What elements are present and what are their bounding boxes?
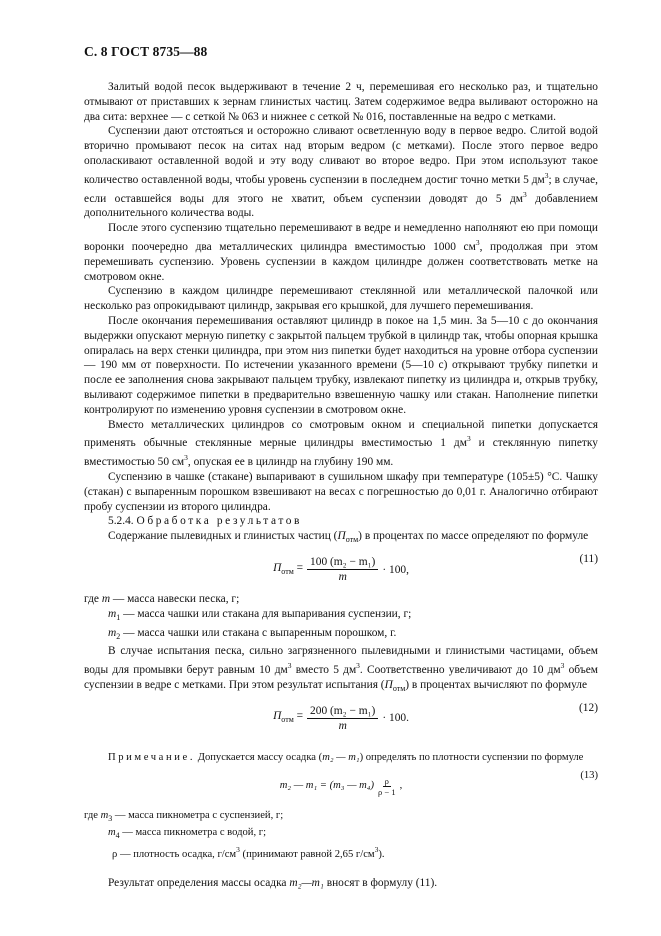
paragraph-8: Содержание пылевидных и глинистых частиц $(П_{отм})$ в процентах по массе определяют по формуле [108, 530, 589, 545]
section-heading: 5.2.4. Обработка результатов [108, 515, 303, 528]
formula-number: (13) [580, 769, 598, 781]
variable-definitions-2: где $m_3$ — масса пикнометра с суспензией, г; $m_4$ — масса пикнометра с водой, г; ρ — плотность осадка, $г/см^3$ (принимают равной 2,65 $г/см^3$). [84, 809, 385, 860]
final-paragraph: Результат определения массы осадка m₂—m₁ вносят в формулу (11). [108, 876, 438, 889]
note: Примечание. Допускается массу осадка (m₂ — m₁) определять по плотности суспензии по формуле [108, 751, 584, 763]
paragraph-1: Залитый водой песок выдерживают в течение 2 ч, перемешивая его несколько раз, и тщательно отмывают от приставших к зернам глинистых частиц. Затем содержимое ведра выливают осторожно на два сита: верхнее — с сеткой № 063 и нижнее с сеткой № 016, поставленные на ведро с метками. [84, 81, 598, 123]
paragraph-5: После окончания перемешивания оставляют цилиндр в покое на 1,5 мин. За 5—10 с до окончания выдержки опускают мерную пипетку с закрытой пальцем трубкой в цилиндр так, чтобы опорная крышка опиралась на верх стенки цилиндра, при этом низ пипетки будет находиться на уровне отбора суспензии — 190 мм от поверхности. По истечении указанного времени (5—10 с) открывают трубку пипетки и после ее заполнения снова закрывают пальцем трубку, извлекают пипетку из цилиндра и, открыв трубку, выливают содержимое пипетки в предварительно взвешенную чашку или стакан. Наполнение пипетки контролируют по изменению уровня суспензии в смотровом окне. [84, 314, 598, 416]
formula-number: (12) [579, 701, 598, 714]
formula-11: $П_{отм}$ = $\frac{\text{100 (m₂ − m₁)}}{m}$ · 100, (11) [273, 552, 598, 583]
variable-definitions-1: где m — масса навески песка, г; $m_1$ — масса чашки или стакана для выпаривания суспензии, г; $m_2$ — масса чашки или стакана с выпаренным порошком, г. [84, 592, 412, 641]
formula-12: $П_{отм}$ = $\frac{\text{200 (m₂ − m₁)}}{m}$ · 100. (12) [273, 701, 598, 732]
paragraph-2: Суспензии дают отстояться и осторожно сливают осветленную воду в первое ведро. Слитой водой вторично промывают песок на ситах над вторым ведром (с метками). После этого первое ведро ополаскивают оставленной водой и эту воду сливают во второе ведро. При этом используют такое количество оставленной воды, чтобы уровень суспензии в последнем достиг точно метки 5 $дм^3$; в случае, если оставшейся воды для этого не хватит, объем суспензии доводят до 5 $дм^3$ добавлением дополнительного количества воды. [84, 125, 598, 220]
formula-number: (11) [579, 552, 598, 565]
paragraph-7: Суспензию в чашке (стакане) выпаривают в сушильном шкафу при температуре (105±5) °С. Чашку (стакан) с выпаренным порошком взвешивают на весах с погрешностью до 0,01 г. Аналогично отбирают пробу суспензии из второго цилиндра. [84, 470, 598, 513]
paragraph-3: После этого суспензию тщательно перемешивают в ведре и немедленно наполняют ею при помощи воронки поочередно два металлических цилиндра вместимостью 1000 $см^3$, продолжая при этом перемешивать суспензию. Уровень суспензии в каждом цилиндре должен соответствовать метке на смотровом окне. [84, 222, 598, 283]
paragraph-4: Суспензию в каждом цилиндре перемешивают стеклянной или металлической палочкой или несколько раз опрокидывают цилиндр, закрывая его крышкой, для лучшего перемешивания. [84, 285, 598, 313]
paragraph-6: Вместо металлических цилиндров со смотровым окном и специальной пипетки допускается применять обычные стеклянные мерные цилиндры вместимостью 1 $дм^3$ и стеклянную пипетку вместимостью 50 $см^3$, опуская ее в цилиндр на глубину 190 мм. [84, 418, 598, 469]
page-header: С. 8 ГОСТ 8735—88 [84, 44, 208, 59]
document-body [84, 80, 598, 890]
paragraph-9: В случае испытания песка, сильно загрязненного пылевидными и глинистыми частицами, объем воды для промывки берут равным 10 $дм^3$ вместо 5 $дм^3$. Соответственно увеличивают до 10 $дм^3$ объем суспензии в ведре с метками. При этом результат испытания $(П_{отм})$ в процентах вычисляют по формуле [84, 645, 598, 693]
formula-13: m₂ — m₁ = (m₃ — m₄) $\frac{\rho}{\rho - 1}$ , (13) [279, 769, 598, 798]
